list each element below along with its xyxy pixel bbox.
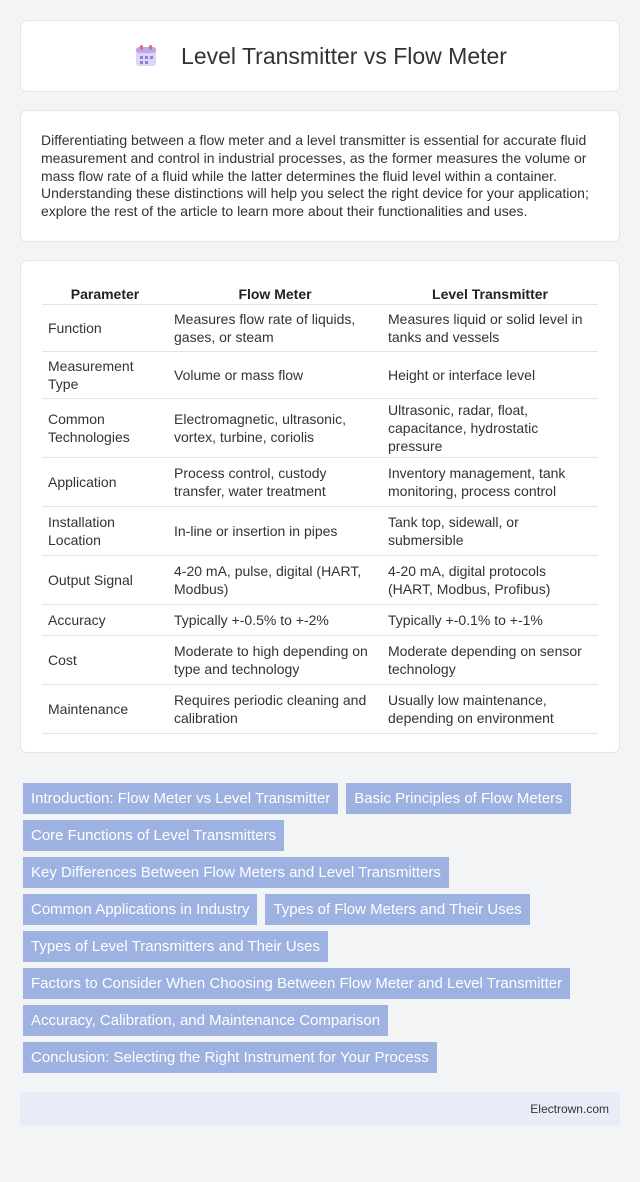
comparison-table bbox=[42, 282, 598, 734]
section-link-accuracy-comparison[interactable]: Accuracy, Calibration, and Maintenance Comparison bbox=[23, 1005, 388, 1036]
table-row bbox=[42, 684, 598, 733]
section-link-common-applications[interactable]: Common Applications in Industry bbox=[23, 894, 257, 925]
article-section-links bbox=[23, 783, 620, 1079]
table-cell-parameter: Output Signal bbox=[42, 555, 168, 604]
table-cell-flow-meter: Measures flow rate of liquids, gases, or steam bbox=[168, 304, 382, 351]
table-header-row bbox=[42, 282, 598, 305]
comparison-table-card bbox=[20, 260, 620, 753]
table-cell-parameter: Measurement Type bbox=[42, 351, 168, 398]
table-cell-level-transmitter: Moderate depending on sensor technology bbox=[382, 635, 598, 684]
table-cell-level-transmitter: Inventory management, tank monitoring, process control bbox=[382, 457, 598, 506]
table-row bbox=[42, 351, 598, 398]
section-link-level-transmitter-functions[interactable]: Core Functions of Level Transmitters bbox=[23, 820, 284, 851]
column-header-flow-meter: Flow Meter bbox=[168, 282, 382, 305]
table-cell-parameter: Installation Location bbox=[42, 506, 168, 555]
table-row bbox=[42, 635, 598, 684]
table-cell-parameter: Function bbox=[42, 304, 168, 351]
table-cell-level-transmitter: 4-20 mA, digital protocols (HART, Modbus, Profibus) bbox=[382, 555, 598, 604]
section-link-flow-meter-principles[interactable]: Basic Principles of Flow Meters bbox=[346, 783, 570, 814]
table-cell-flow-meter: Moderate to high depending on type and technology bbox=[168, 635, 382, 684]
section-link-selection-factors[interactable]: Factors to Consider When Choosing Between Flow Meter and Level Transmitter bbox=[23, 968, 570, 999]
table-row bbox=[42, 398, 598, 457]
section-link-conclusion[interactable]: Conclusion: Selecting the Right Instrument for Your Process bbox=[23, 1042, 437, 1073]
table-row bbox=[42, 304, 598, 351]
intro-card bbox=[20, 110, 620, 242]
table-cell-flow-meter: Requires periodic cleaning and calibration bbox=[168, 684, 382, 733]
table-cell-flow-meter: In-line or insertion in pipes bbox=[168, 506, 382, 555]
table-cell-level-transmitter: Ultrasonic, radar, float, capacitance, hydrostatic pressure bbox=[382, 398, 598, 457]
table-cell-level-transmitter: Usually low maintenance, depending on environment bbox=[382, 684, 598, 733]
table-cell-level-transmitter: Tank top, sidewall, or submersible bbox=[382, 506, 598, 555]
footer-site-name: Electrown.com bbox=[530, 1101, 609, 1116]
table-row bbox=[42, 604, 598, 635]
column-header-parameter: Parameter bbox=[42, 282, 168, 305]
section-link-key-differences[interactable]: Key Differences Between Flow Meters and Level Transmitters bbox=[23, 857, 449, 888]
table-cell-parameter: Cost bbox=[42, 635, 168, 684]
title-card bbox=[20, 20, 620, 92]
column-header-level-transmitter: Level Transmitter bbox=[382, 282, 598, 305]
table-row bbox=[42, 555, 598, 604]
table-cell-flow-meter: Electromagnetic, ultrasonic, vortex, turbine, coriolis bbox=[168, 398, 382, 457]
footer bbox=[20, 1092, 620, 1126]
table-cell-flow-meter: 4-20 mA, pulse, digital (HART, Modbus) bbox=[168, 555, 382, 604]
table-cell-parameter: Common Technologies bbox=[42, 398, 168, 457]
section-link-level-transmitter-types[interactable]: Types of Level Transmitters and Their Uses bbox=[23, 931, 328, 962]
table-row bbox=[42, 506, 598, 555]
section-link-introduction[interactable]: Introduction: Flow Meter vs Level Transmitter bbox=[23, 783, 338, 814]
section-link-flow-meter-types[interactable]: Types of Flow Meters and Their Uses bbox=[265, 894, 529, 925]
table-cell-parameter: Accuracy bbox=[42, 604, 168, 635]
intro-paragraph: Differentiating between a flow meter and a level transmitter is essential for accurate fluid measurement and control in industrial processes, as the former measures the volume or mass flow rate of a fluid while the latter determines the fluid level within a container. Understanding these distinctions will help you select the right device for your application; explore the rest of the article to learn more about their functionalities and uses. bbox=[41, 132, 589, 220]
table-cell-parameter: Application bbox=[42, 457, 168, 506]
table-cell-flow-meter: Process control, custody transfer, water treatment bbox=[168, 457, 382, 506]
table-cell-level-transmitter: Typically +-0.1% to +-1% bbox=[382, 604, 598, 635]
table-cell-flow-meter: Typically +-0.5% to +-2% bbox=[168, 604, 382, 635]
table-cell-parameter: Maintenance bbox=[42, 684, 168, 733]
table-row bbox=[42, 457, 598, 506]
page-title: Level Transmitter vs Flow Meter bbox=[181, 42, 507, 69]
table-cell-level-transmitter: Measures liquid or solid level in tanks and vessels bbox=[382, 304, 598, 351]
calendar-grid-icon bbox=[133, 43, 159, 69]
table-cell-flow-meter: Volume or mass flow bbox=[168, 351, 382, 398]
table-cell-level-transmitter: Height or interface level bbox=[382, 351, 598, 398]
